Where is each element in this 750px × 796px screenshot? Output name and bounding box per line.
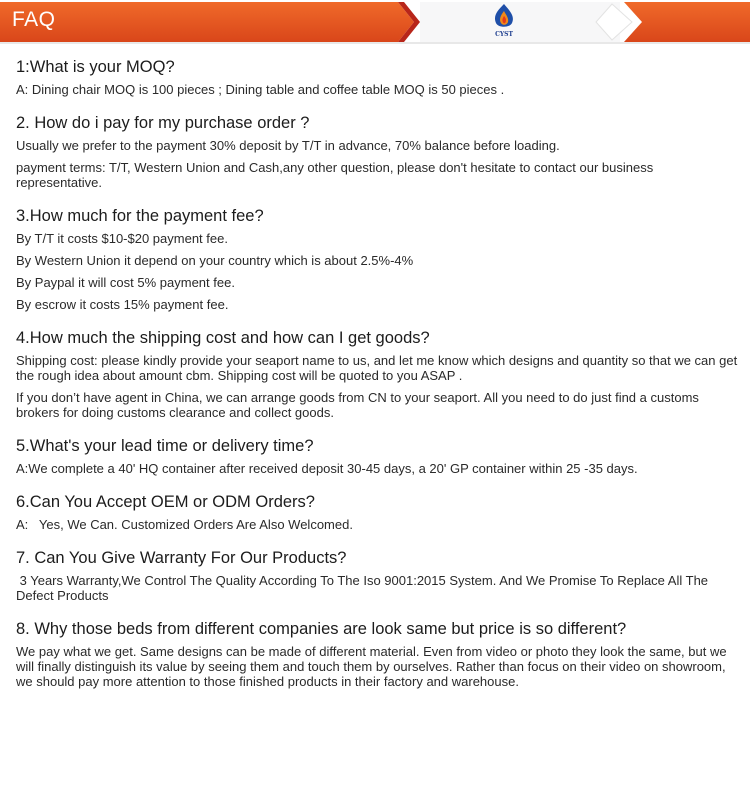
- faq-answer: We pay what we get. Same designs can be made of different material. Even from video or photo they look the same, but we will finally distinguish its value by seeing them and touch them by ourselves. Rather than focus on their video on showroom, we should pay more attention to those finished products in their factory and warehouse.: [16, 644, 727, 689]
- logo-text: CYST: [495, 31, 513, 38]
- faq-question: 6.Can You Accept OEM or ODM Orders?: [16, 493, 315, 511]
- faq-question: 4.How much the shipping cost and how can I get goods?: [16, 329, 430, 347]
- faq-answer: A: Dining chair MOQ is 100 pieces ; Dining table and coffee table MOQ is 50 pieces .: [16, 82, 505, 97]
- faq-answer: Shipping cost: please kindly provide your seaport name to us, and let me know which designs and quantity so that we can get the rough idea about amount cbm. Shipping cost will be quoted to you ASAP .: [16, 353, 738, 383]
- faq-question: 1:What is your MOQ?: [16, 58, 175, 76]
- faq-answer: By T/T it costs $10-$20 payment fee.: [16, 231, 228, 246]
- faq-question: 7. Can You Give Warranty For Our Products?: [16, 549, 347, 567]
- faq-item-payment-fee: [16, 206, 738, 312]
- faq-item-moq: [16, 57, 738, 97]
- faq-list: [16, 57, 738, 696]
- faq-answer: By Western Union it depend on your country which is about 2.5%-4%: [16, 253, 414, 268]
- faq-answer: 3 Years Warranty,We Control The Quality According To The Iso 9001:2015 System. And We Promise To Replace All The Defect Products: [16, 573, 712, 603]
- faq-item-payment: [16, 113, 738, 190]
- faq-item-shipping: [16, 328, 738, 420]
- faq-banner: [0, 0, 750, 44]
- faq-item-oem: [16, 492, 738, 532]
- banner-title: FAQ: [12, 8, 56, 31]
- faq-question: 8. Why those beds from different companies are look same but price is so different?: [16, 620, 627, 638]
- faq-answer: By escrow it costs 15% payment fee.: [16, 297, 229, 312]
- banner-background: [0, 0, 750, 44]
- faq-question: 3.How much for the payment fee?: [16, 207, 264, 225]
- faq-answer: A:We complete a 40' HQ container after received deposit 30-45 days, a 20' GP container within 25 -35 days.: [16, 461, 638, 476]
- faq-item-price-difference: [16, 619, 738, 689]
- flame-logo-icon: [487, 2, 521, 32]
- faq-question: 5.What's your lead time or delivery time?: [16, 437, 314, 455]
- faq-answer: payment terms: T/T, Western Union and Cash,any other question, please don't hesitate to contact our business representative.: [16, 160, 654, 190]
- faq-question: 2. How do i pay for my purchase order ?: [16, 114, 310, 132]
- faq-item-lead-time: [16, 436, 738, 476]
- company-logo: [487, 2, 521, 40]
- faq-answer: If you don’t have agent in China, we can arrange goods from CN to your seaport. All you need to do just find a customs brokers for doing customs clearance and collect goods.: [16, 390, 699, 420]
- faq-answer: By Paypal it will cost 5% payment fee.: [16, 275, 235, 290]
- faq-answer: A: Yes, We Can. Customized Orders Are Also Welcomed.: [16, 517, 353, 532]
- faq-answer: Usually we prefer to the payment 30% deposit by T/T in advance, 70% balance before loading.: [16, 138, 560, 153]
- faq-item-warranty: [16, 548, 738, 603]
